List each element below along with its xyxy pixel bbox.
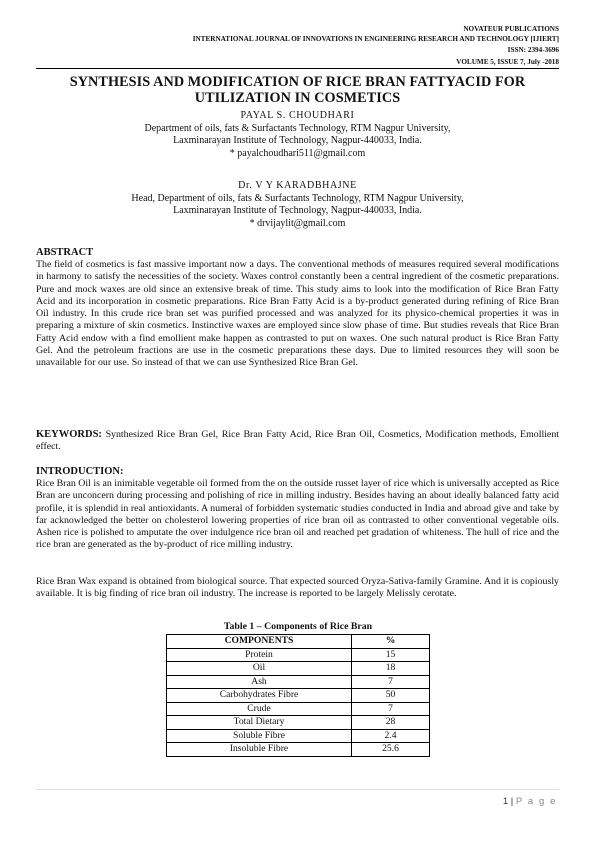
author-email[interactable]: * payalchoudhari511@gmail.com bbox=[229, 147, 366, 159]
table-cell: Carbohydrates Fibre bbox=[167, 689, 352, 703]
page-footer bbox=[503, 796, 557, 807]
table-cell: 25.6 bbox=[352, 743, 430, 757]
table-cell: 7 bbox=[352, 702, 430, 716]
keywords-label: KEYWORDS: bbox=[36, 429, 102, 440]
paper-title bbox=[30, 74, 565, 106]
table-cell: 7 bbox=[352, 675, 430, 689]
author-block-1 bbox=[36, 110, 559, 160]
table-cell: Protein bbox=[167, 648, 352, 662]
table-row bbox=[167, 729, 430, 743]
components-table bbox=[166, 634, 430, 757]
page-label: P a g e bbox=[515, 796, 557, 807]
abstract-heading: ABSTRACT bbox=[36, 247, 94, 258]
footer-separator: | bbox=[508, 796, 516, 807]
page-number: 1 bbox=[502, 796, 509, 807]
table-cell: Oil bbox=[167, 662, 352, 676]
intro-paragraph-1: Rice Bran Oil is an inimitable vegetable oil formed from the on the outside russet layer of rice which is universally accepted as Rice Bran are unconcern during processing and polishing of rice in milling industry. Besides having an about ideally balanced fatty acid profile, it is splendid in real antioxidants. A numeral of forbidden systematic studies conducted in India and abroad give and take by far acknowledged the better on cholesterol lowering properties of rice bran oil as contrasted to other conventional vegetable oils. Ashen rice is polished to amputate the over indulgence rice bran oil and reached pet gradation of whiteness. The hull of rice and the rice bran are generated as the by-product of rice milling industry. bbox=[36, 478, 559, 551]
title-line-1: SYNTHESIS AND MODIFICATION OF RICE BRAN FATTYACID FOR bbox=[69, 74, 526, 90]
table-cell: Ash bbox=[167, 675, 352, 689]
table-row bbox=[167, 689, 430, 703]
table-cell: 15 bbox=[352, 648, 430, 662]
introduction-heading: INTRODUCTION: bbox=[36, 466, 124, 477]
issn: ISSN: 2394-3696 bbox=[507, 46, 559, 54]
table-row bbox=[167, 716, 430, 730]
table-row bbox=[167, 702, 430, 716]
author-affiliation: Department of oils, fats & Surfactants Technology, RTM Nagpur University, bbox=[144, 122, 451, 134]
table-row bbox=[167, 743, 430, 757]
author-affiliation: Head, Department of oils, fats & Surfactants Technology, RTM Nagpur University, bbox=[131, 192, 464, 204]
intro-paragraph-2: Rice Bran Wax expand is obtained from biological source. That expected sourced Oryza-Sativa-family Gramine. And it is copiously available. It is big finding of rice bran oil industry. The increase is reported to be largely Melissly cerotate. bbox=[36, 576, 559, 600]
publisher-name: NOVATEUR PUBLICATIONS bbox=[463, 25, 559, 33]
header-rule bbox=[36, 68, 559, 69]
author-email[interactable]: * drvijaylit@gmail.com bbox=[249, 217, 346, 229]
table-cell: Total Dietary bbox=[167, 716, 352, 730]
table-row bbox=[167, 662, 430, 676]
keywords bbox=[36, 429, 559, 454]
table-header-row bbox=[167, 635, 430, 649]
footer-rule bbox=[36, 789, 559, 790]
column-header: % bbox=[352, 635, 430, 649]
author-block-2 bbox=[36, 180, 559, 230]
keywords-text: Synthesized Rice Bran Gel, Rice Bran Fatty Acid, Rice Bran Oil, Cosmetics, Modification methods, Emollient effect. bbox=[36, 429, 560, 453]
abstract-text: The field of cosmetics is fast massive important now a days. The conventional methods of measures required several modifications in harmony to satisfy the necessities of the society. Waxes control constantly been a central ingredient of the cosmetic preparations. Pure and mock waxes are old since an extensive break of time. This study aims to look into the modification of Rice Bran Fatty Acid and its incorporation in cosmetic preparations. Rice Bran Fatty Acid is a by-product generated during refining of Rice Bran Oil industry. In this crude rice bran set was purified processed and was analyzed for its physico-chemical properties it was in preparing a mixture of skin cosmetics. Instinctive waxes are employed since slow phase of time. But studies reveals that Rice Bran Fatty Acid endow with a find emollient make happen as contrasted to put on waxes. One such natural product is Rice Bran Fatty Gel. And the petroleum fractions are use in the cosmetic preparations these days. Due to limited resources they will soon be unavailable for our use. So instead of that we can use Synthesized Rice Bran Gel. bbox=[36, 259, 559, 369]
table-caption: Table 1 – Components of Rice Bran bbox=[223, 621, 373, 632]
journal-name: INTERNATIONAL JOURNAL OF INNOVATIONS IN ENGINEERING RESEARCH AND TECHNOLOGY [IJIERT] bbox=[192, 35, 559, 43]
author-name: PAYAL S. CHOUDHARI bbox=[240, 110, 355, 121]
author-affiliation: Laxminarayan Institute of Technology, Nagpur-440033, India. bbox=[173, 205, 422, 217]
volume-issue: VOLUME 5, ISSUE 7, July -2018 bbox=[456, 58, 559, 66]
table-cell: 28 bbox=[352, 716, 430, 730]
title-line-2: UTILIZATION IN COSMETICS bbox=[194, 90, 401, 106]
author-name: Dr. V Y KARADBHAJNE bbox=[238, 180, 357, 191]
table-cell: Soluble Fibre bbox=[167, 729, 352, 743]
table-cell: 50 bbox=[352, 689, 430, 703]
table-row bbox=[167, 648, 430, 662]
table-cell: 2.4 bbox=[352, 729, 430, 743]
column-header: COMPONENTS bbox=[167, 635, 352, 649]
author-affiliation: Laxminarayan Institute of Technology, Nagpur-440033, India. bbox=[173, 135, 422, 147]
table-cell: Crude bbox=[167, 702, 352, 716]
table-cell: 18 bbox=[352, 662, 430, 676]
table-row bbox=[167, 675, 430, 689]
table-cell: Insoluble Fibre bbox=[167, 743, 352, 757]
